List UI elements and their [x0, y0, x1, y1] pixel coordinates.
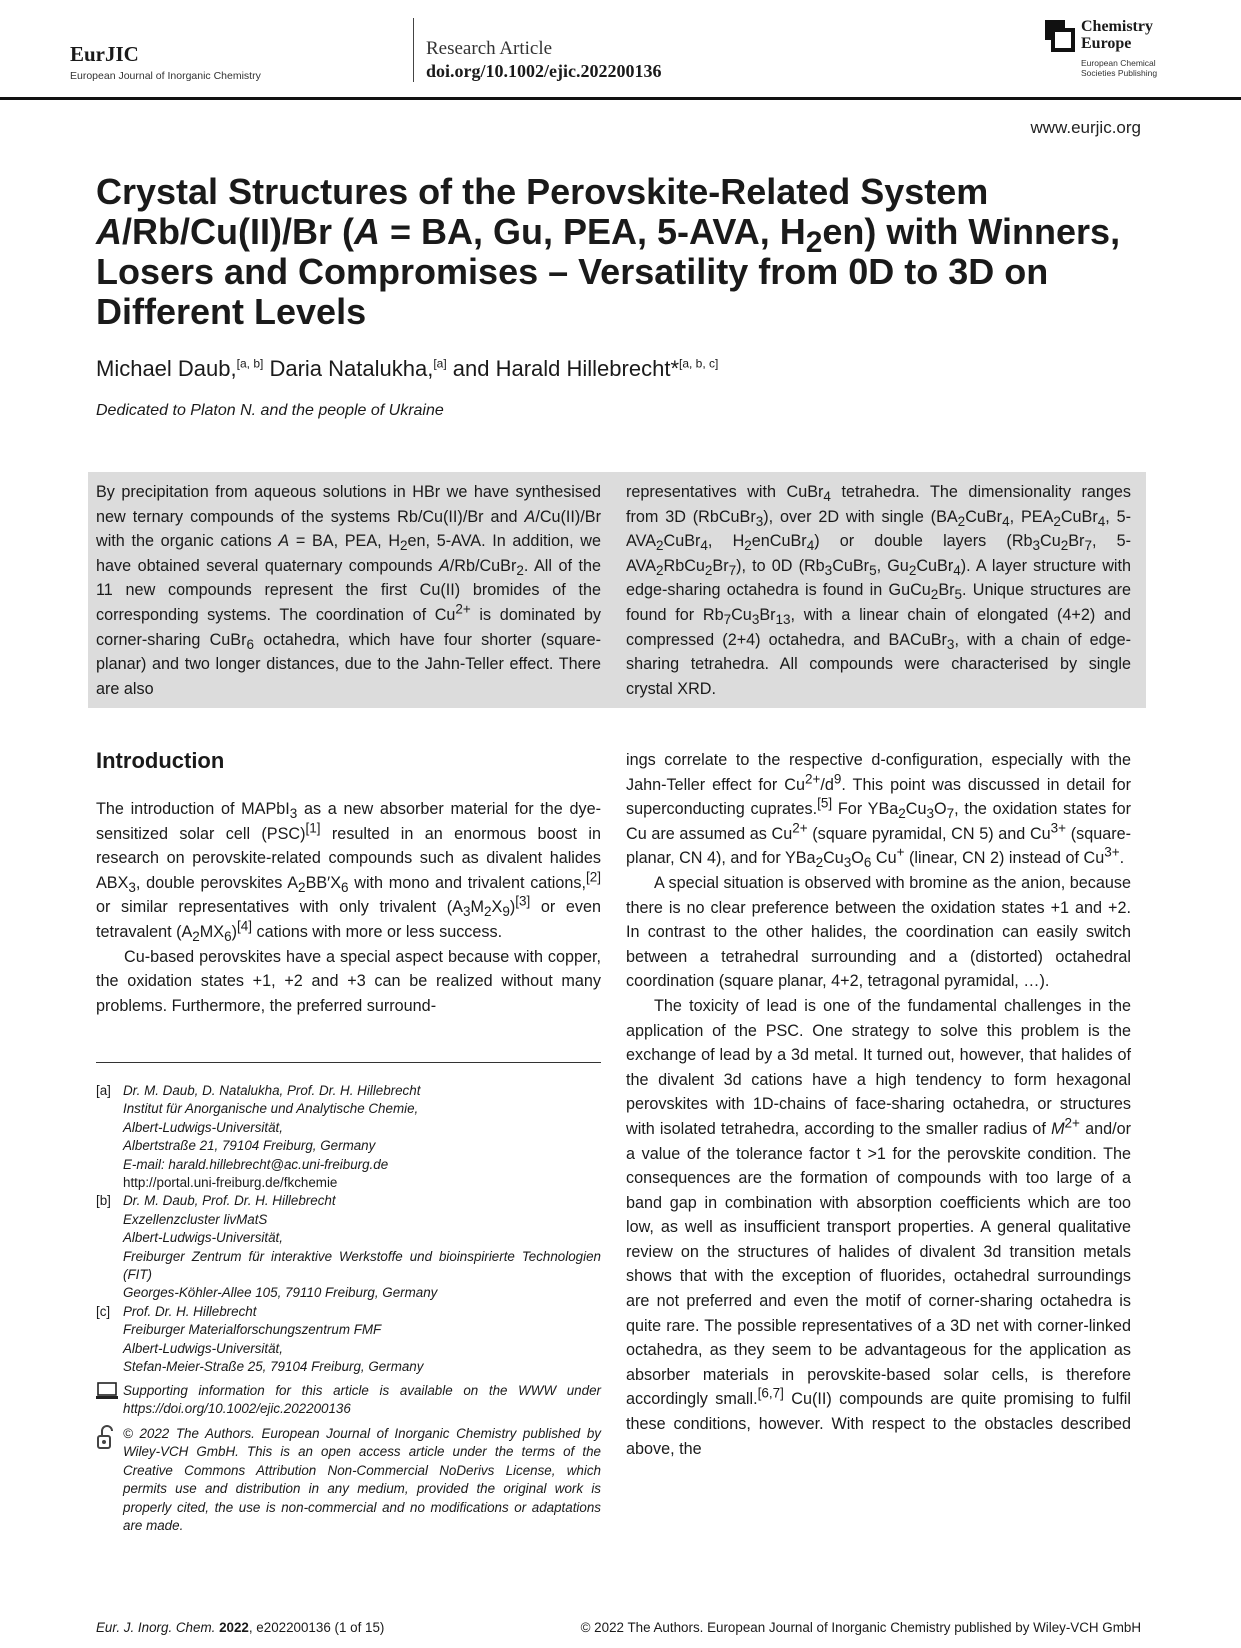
intro-paragraph: The introduction of MAPbI$_3$ as a new absorber material for the dye-sensitized solar cell (PSC)[1] resulted in an enormous boost in research on perovskite-related compounds such as divalent halides $ABX_3$, double perovskites $A_2BB'X_6$ with mono and trivalent cations,[2] or similar representatives with only trivalent $(A_3M_2X_9)[3]$ or even tetravalent $(A_2MX_6)[4]$ cations with more or less success. — [96, 800, 602, 945]
journal-short-name: EurJIC — [70, 42, 139, 66]
article-type: Research Article — [426, 38, 553, 59]
affiliation-line: Albertstraße 21, 79104 Freiburg, Germany — [123, 1138, 376, 1154]
author-list: Michael Daub,[a, b] Daria Natalukha,[a] and Harald Hillebrecht*[a, b, c] — [96, 356, 719, 381]
intro-paragraph: ings correlate to the respective d-configuration, especially with the Jahn-Teller effect for $Cu^{2+}/d^9$. This point was discussed in detail for superconducting cuprates.[5] For $YBa_2Cu_3O_7$, the oxidation states for Cu are assumed as $Cu^{2+}$ (square pyramidal, CN 5) and $Cu^{3+}$ (square-planar, CN 4), and for $YBa_2Cu_3O_6$ Cu+ (linear, CN 2) instead of $Cu^{3+}$. — [626, 751, 1131, 871]
affiliation-line: Freiburger Zentrum für interaktive Werkstoffe und bioinspirierte Technologien (FIT) — [123, 1248, 601, 1283]
affiliation-label: [a] — [96, 1083, 111, 1098]
affiliation-text — [123, 1192, 601, 1302]
affiliation-line: Exzellenzcluster livMatS — [123, 1211, 268, 1227]
publisher-subtitle-text: European Chemical Societies Publishing — [1081, 58, 1158, 78]
affiliation-a — [96, 1082, 601, 1192]
footnote-rule — [96, 1062, 601, 1063]
supporting-info-text: Supporting information for this article is available on the WWW under https://doi.org/10.1002/ejic.202200136 — [123, 1383, 601, 1417]
license-note — [96, 1425, 601, 1535]
intro-paragraph: The toxicity of lead is one of the fundamental challenges in the application of the PSC. One strategy to solve this problem is the exchange of lead by a 3d metal. It turned out, however, that halides of the divalent 3d cations have a high tendency to form hexagonal perovskites with 1D-chains of face-sharing octahedra, or structures with isolated tetrahedra, according to the smaller radius of $M^{2+}$ and/or a value of the tolerance factor t >1 for the perovskite condition. The consequences are the formation of compounds with too large of a band gap in combination with absorption coefficients which are too low, as well as insufficient transport properties. A general qualitative review on the structures of halides of divalent 3d transition metals shows that with the exception of fluorides, octahedral surroundings are not preferred and even the motif of corner-sharing octahedra is quite rare. The possible representatives of a 3D net with corner-linked octahedra, as they seem to be advantageous for the application as absorber materials in perovskite-based solar cells, is therefore accordingly small.[6,7] Cu(II) compounds are quite promising to fulfil these conditions, however. With respect to the obstacles described above, the — [626, 996, 1131, 1458]
affiliation-line: Freiburger Materialforschungszentrum FMF — [123, 1322, 382, 1338]
section-heading-introduction: Introduction — [96, 748, 225, 773]
affiliation-line: Albert-Ludwigs-Universität, — [123, 1230, 284, 1246]
supporting-info-note — [96, 1382, 601, 1419]
intro-right-column — [626, 748, 1131, 1461]
chemistry-europe-logo-icon — [1043, 18, 1075, 52]
affiliations — [96, 1082, 601, 1377]
intro-paragraph: A special situation is observed with bromine as the anion, because there is no clear preference between the oxidation states +1 and +2. In contrast to the other halides, the coordination can easily switch between a tetrahedral surrounding and a (distorted) octahedral coordination (square planar, 4+2, tetragonal pyramidal, …). — [626, 873, 1131, 991]
affiliation-line: Stefan-Meier-Straße 25, 79104 Freiburg, Germany — [123, 1359, 424, 1375]
journal-full-name: European Journal of Inorganic Chemistry — [70, 70, 261, 82]
publisher-name: Chemistry Europe — [1081, 18, 1153, 52]
affiliation-c — [96, 1303, 601, 1377]
publisher-logo-text — [1081, 18, 1151, 52]
affiliation-line: Prof. Dr. H. Hillebrecht — [123, 1303, 257, 1319]
journal-website-link[interactable]: www.eurjic.org — [1030, 118, 1141, 137]
affiliation-line: Albert-Ludwigs-Universität, — [123, 1119, 284, 1135]
open-access-icon — [96, 1425, 123, 1535]
institute-link[interactable]: http://portal.uni-freiburg.de/fkchemie — [123, 1175, 338, 1191]
intro-left-column — [96, 797, 601, 1018]
affiliation-label: [b] — [96, 1193, 111, 1209]
abstract-left-column: By precipitation from aqueous solutions in HBr we have synthesised new ternary compounds of the systems Rb/Cu(II)/Br and A/Cu(II)/Br with the organic cations A = BA, PEA, $H_2en$, 5-AVA. In addition, we have obtained several quaternary compounds A/Rb/CuBr$_2$. All of the 11 new compounds represent the first Cu(II) bromides of the corresponding systems. The coordination of $Cu^{2+}$ is dominated by corner-sharing CuBr$_6$ octahedra, which have four shorter (square-planar) and two longer distances, due to the Jahn-Teller effect. There are also — [96, 483, 602, 698]
email-link[interactable]: E-mail: harald.hillebrecht@ac.uni-freiburg.de — [123, 1156, 389, 1172]
footer-copyright: © 2022 The Authors. European Journal of Inorganic Chemistry published by Wiley-VCH GmbH — [580, 1620, 1141, 1635]
intro-paragraph: Cu-based perovskites have a special aspect because with copper, the oxidation states +1, +2 and +3 can be realized without many problems. Furthermore, the preferred surround- — [96, 947, 601, 1015]
affiliation-line: Dr. M. Daub, Prof. Dr. H. Hillebrecht — [123, 1193, 336, 1209]
license-text: © 2022 The Authors. European Journal of Inorganic Chemistry published by Wiley-VCH GmbH. This is an open access article under the terms of the Creative Commons Attribution Non-Commercial NoDerivs License, which permits use and distribution in any medium, provided the original work is properly cited, the use is non-commercial and no modifications or adaptations are made. — [123, 1426, 601, 1534]
publisher-subtitle — [1081, 58, 1161, 78]
footer-citation: Eur. J. Inorg. Chem. 2022, e202200136 (1 of 15) — [96, 1620, 385, 1635]
header-rule — [0, 97, 1241, 100]
abstract-right-column: representatives with CuBr$_4$ tetrahedra. The dimensionality ranges from 3D (RbCuBr$_3$), over 2D with single ($BA_2CuBr_4$, $PEA_2CuBr_4$, $5-AVA_2CuBr_4$, $H_2enCuBr_4$) or double layers ($Rb_3Cu_2Br_7$, $5-AVA_2RbCu_2Br_7$), to 0D ($Rb_3CuBr_5$, $Gu_2CuBr_4$). A layer structure with edge-sharing octahedra is found in $GuCu_2Br_5$. Unique structures are found for $Rb_7Cu_3Br_{13}$, with a linear chain of elongated (4+2) and compressed (2+4) octahedra, and BACuBr$_3$, with a chain of edge-sharing tetrahedra. All compounds were characterised by single crystal XRD. — [626, 483, 1132, 698]
affiliation-label: [c] — [96, 1303, 111, 1319]
header-divider — [413, 18, 414, 82]
affiliation-line: Georges-Köhler-Allee 105, 79110 Freiburg, Germany — [123, 1285, 438, 1301]
affiliation-line: Dr. M. Daub, D. Natalukha, Prof. Dr. H. Hillebrecht — [123, 1083, 421, 1098]
affiliation-text — [123, 1303, 423, 1377]
affiliation-line: Institut für Anorganische und Analytische Chemie, — [123, 1101, 419, 1117]
affiliation-line: Albert-Ludwigs-Universität, — [123, 1340, 284, 1356]
dedication: Dedicated to Platon N. and the people of Ukraine — [96, 402, 444, 419]
affiliation-b — [96, 1192, 601, 1302]
computer-icon — [96, 1382, 123, 1419]
doi-link[interactable]: doi.org/10.1002/ejic.202200136 — [426, 61, 662, 81]
affiliation-text — [123, 1082, 420, 1192]
article-title: Crystal Structures of the Perovskite-Related System A/Rb/Cu(II)/Br (A = BA, Gu, PEA, 5-AVA, $H_2en$) with Winners, Losers and Compromises – Versatility from 0D to 3D on Different Levels — [96, 171, 1121, 332]
